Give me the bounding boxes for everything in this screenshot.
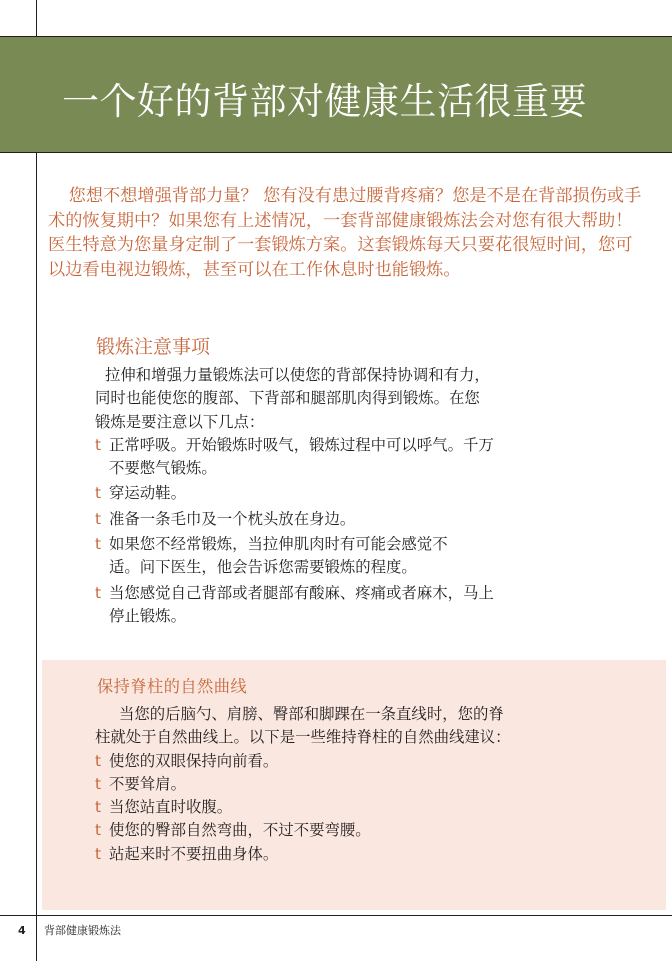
list-item <box>95 819 600 842</box>
section-heading-exercise-notes: 锻炼注意事项 <box>96 336 211 358</box>
list-item-line: 如果您不经常锻炼，当拉伸肌肉时有可能会感觉不 <box>109 535 448 554</box>
list-item-line: 停止锻炼。 <box>109 606 186 625</box>
list-item-line: 不要憋气锻炼。 <box>109 459 217 478</box>
list-item-line: 使您的臀部自然弯曲，不过不要弯腰。 <box>109 821 371 840</box>
paragraph-line: 同时也能使您的腹部、下背部和腿部肌肉得到锻炼。在您 <box>95 389 480 408</box>
footer-title: 背部健康锻炼法 <box>44 924 121 937</box>
bullet-marker: t <box>95 821 102 840</box>
list-item <box>95 533 600 580</box>
page-title: 一个好的背部对健康生活很重要 <box>62 80 587 123</box>
bullet-marker: t <box>95 435 102 454</box>
list-item-line: 当您感觉自己背部或者腿部有酸麻、疼痛或者麻木，马上 <box>109 583 494 602</box>
list-item-line: 穿运动鞋。 <box>109 484 186 503</box>
paragraph-line: 拉伸和增强力量锻炼法可以使您的背部保持协调和有力， <box>105 366 490 384</box>
section-exercise-notes <box>95 364 600 628</box>
paragraph-line: 锻炼是要注意以下几点： <box>95 412 265 431</box>
list-item <box>95 482 600 505</box>
list-item <box>95 843 600 866</box>
paragraph-line: 柱就处于自然曲线上。以下是一些维持脊柱的自然曲线建议： <box>95 728 511 747</box>
list-item <box>95 434 600 481</box>
list-item <box>95 508 600 531</box>
list-item-line: 适。问下医生，他会告诉您需要锻炼的程度。 <box>109 558 417 577</box>
bullet-marker: t <box>95 844 102 863</box>
list-item-line: 当您站直时收腹。 <box>109 798 233 817</box>
list-item-line: 不要耸肩。 <box>109 774 186 793</box>
bullet-marker: t <box>95 484 102 503</box>
list-item-line: 正常呼吸。开始锻炼时吸气，锻炼过程中可以呼气。千万 <box>109 435 494 454</box>
section-spine-curve <box>95 703 600 866</box>
bullet-marker: t <box>95 535 102 554</box>
list-item <box>95 750 600 773</box>
list-item-line: 站起来时不要扭曲身体。 <box>109 844 279 863</box>
list-item-line: 使您的双眼保持向前看。 <box>109 751 279 770</box>
section-heading-spine-curve: 保持脊柱的自然曲线 <box>97 677 248 696</box>
list-item-line: 准备一条毛巾及一个枕头放在身边。 <box>109 509 356 528</box>
list-item <box>95 582 600 629</box>
bullet-marker: t <box>95 774 102 793</box>
list-item <box>95 796 600 819</box>
page-number: 4 <box>18 924 26 937</box>
bullet-marker: t <box>95 751 102 770</box>
intro-text: 您想不想增强背部力量？ 您有没有患过腰背疼痛？您是不是在背部损伤或手术的恢复期中？如果您有上述情况，一套背部健康锻炼法会对您有很大帮助！医生特意为您量身定制了一套锻炼方案。这套锻炼每天只要花很短时间，您可以边看电视边锻炼，甚至可以在工作休息时也能锻炼。 <box>48 186 642 280</box>
bullet-marker: t <box>95 798 102 817</box>
list-item <box>95 773 600 796</box>
bullet-marker: t <box>95 509 102 528</box>
bullet-marker: t <box>95 583 102 602</box>
intro-paragraph <box>48 184 648 282</box>
footer-rule <box>0 915 672 916</box>
paragraph-line: 当您的后脑勺、肩膀、臀部和脚踝在一条直线时，您的脊 <box>119 705 504 723</box>
